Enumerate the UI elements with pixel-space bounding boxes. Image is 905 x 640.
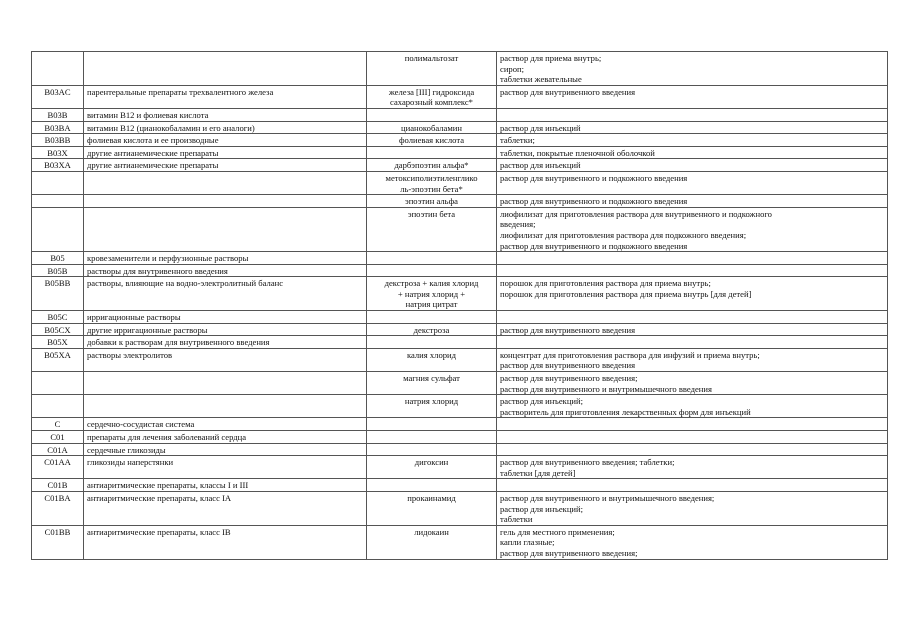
table-row — [32, 207, 888, 251]
table-row — [32, 323, 888, 336]
dosage-form-cell — [497, 52, 888, 86]
atc-group-name-cell: сердечные гликозиды — [84, 443, 367, 456]
atc-code-cell — [32, 207, 84, 251]
inn-line: эпоэтин бета — [407, 208, 456, 219]
table-row — [32, 491, 888, 525]
inn-cell — [367, 336, 497, 349]
atc-group-name-cell: кровезаменители и перфузионные растворы — [84, 252, 367, 265]
table-row — [32, 146, 888, 159]
inn-line: натрия цитрат — [405, 299, 458, 310]
table-row — [32, 159, 888, 172]
dosage-form-line: таблетки [для детей] — [500, 467, 576, 478]
inn-line: лидокаин — [414, 526, 449, 537]
inn-cell — [367, 443, 497, 456]
atc-code-cell: C — [32, 418, 84, 431]
dosage-form-line: сироп; — [500, 63, 524, 74]
table-row — [32, 277, 888, 311]
dosage-form-line: таблетки — [500, 514, 533, 525]
atc-code-cell: B05 — [32, 252, 84, 265]
atc-group-name-cell: сердечно-сосудистая система — [84, 418, 367, 431]
atc-group-name-cell: растворы, влияющие на водно-электролитный баланс — [84, 277, 367, 311]
dosage-form-line: растворитель для приготовления лекарственных форм для инъекций — [500, 406, 751, 417]
atc-group-name-cell — [84, 195, 367, 208]
atc-code-cell: B05XA — [32, 348, 84, 371]
inn-line: сахарозный комплекс* — [390, 97, 473, 108]
table-row — [32, 52, 888, 86]
inn-cell — [367, 52, 497, 86]
atc-group-name-cell: другие антианемические препараты — [84, 159, 367, 172]
inn-line: фолиевая кислота — [398, 135, 465, 146]
dosage-form-line: раствор для внутривенного введения — [500, 86, 636, 97]
atc-code-cell: C01BB — [32, 525, 84, 559]
inn-line: железа [III] гидроксида — [388, 86, 475, 97]
inn-cell — [367, 159, 497, 172]
atc-group-name-cell — [84, 171, 367, 194]
inn-line: прокаинамид — [407, 492, 456, 503]
atc-group-name-cell: другие антианемические препараты — [84, 146, 367, 159]
inn-line: декстроза — [413, 324, 450, 335]
dosage-form-line: раствор для инъекций — [500, 160, 581, 171]
dosage-form-cell — [497, 195, 888, 208]
atc-group-name-cell: другие ирригационные растворы — [84, 323, 367, 336]
dosage-form-cell — [497, 134, 888, 147]
dosage-form-line: таблетки жевательные — [500, 74, 582, 85]
inn-line: цианокобаламин — [401, 122, 462, 133]
dosage-form-line: таблетки, покрытые пленочной оболочкой — [500, 147, 655, 158]
inn-line: ль-эпоэтин бета* — [400, 183, 463, 194]
dosage-form-line: лиофилизат для приготовления раствора для подкожного введения; — [500, 229, 747, 240]
dosage-form-line: раствор для внутривенного и подкожного введения — [500, 196, 688, 207]
atc-code-cell: C01BA — [32, 491, 84, 525]
dosage-form-cell — [497, 491, 888, 525]
dosage-form-line: капли глазные; — [500, 537, 555, 548]
table-row — [32, 443, 888, 456]
table-row — [32, 348, 888, 371]
table-row — [32, 311, 888, 324]
atc-code-cell: B03B — [32, 108, 84, 121]
inn-cell — [367, 171, 497, 194]
inn-cell — [367, 395, 497, 418]
atc-group-name-cell: добавки к растворам для внутривенного введения — [84, 336, 367, 349]
dosage-form-cell — [497, 372, 888, 395]
dosage-form-line: раствор для внутривенного введения; таблетки; — [500, 457, 675, 468]
atc-group-name-cell — [84, 372, 367, 395]
atc-code-cell — [32, 195, 84, 208]
atc-code-cell: B05X — [32, 336, 84, 349]
inn-line: метоксиполиэтиленглико — [385, 172, 478, 183]
inn-cell — [367, 108, 497, 121]
atc-code-cell — [32, 395, 84, 418]
atc-group-name-cell: препараты для лечения заболеваний сердца — [84, 431, 367, 444]
inn-cell — [367, 456, 497, 479]
table-row — [32, 134, 888, 147]
inn-cell — [367, 207, 497, 251]
atc-code-cell: B03AC — [32, 85, 84, 108]
atc-group-name-cell: гликозиды наперстянки — [84, 456, 367, 479]
inn-cell — [367, 264, 497, 277]
inn-cell — [367, 323, 497, 336]
dosage-form-line: концентрат для приготовления раствора для инфузий и приема внутрь; — [500, 349, 760, 360]
atc-group-name-cell: ирригационные растворы — [84, 311, 367, 324]
inn-cell — [367, 525, 497, 559]
atc-code-cell: B03BA — [32, 121, 84, 134]
atc-group-name-cell: парентеральные препараты трехвалентного железа — [84, 85, 367, 108]
atc-code-cell: B03XA — [32, 159, 84, 172]
dosage-form-line: гель для местного применения; — [500, 526, 615, 537]
dosage-form-cell — [497, 431, 888, 444]
dosage-form-cell — [497, 159, 888, 172]
atc-group-name-cell: антиаритмические препараты, класс IA — [84, 491, 367, 525]
table-row — [32, 479, 888, 492]
atc-code-cell: C01 — [32, 431, 84, 444]
dosage-form-cell — [497, 311, 888, 324]
dosage-form-line: раствор для внутривенного и подкожного введения — [500, 240, 688, 251]
inn-cell — [367, 431, 497, 444]
dosage-form-cell — [497, 323, 888, 336]
dosage-form-cell — [497, 85, 888, 108]
dosage-form-line: раствор для внутривенного введения; — [500, 373, 638, 384]
dosage-form-cell — [497, 207, 888, 251]
atc-group-name-cell — [84, 207, 367, 251]
dosage-form-line: раствор для внутривенного введения; — [500, 547, 638, 558]
atc-code-cell: B05BB — [32, 277, 84, 311]
inn-cell — [367, 491, 497, 525]
inn-cell — [367, 348, 497, 371]
dosage-form-line: раствор для внутривенного введения — [500, 360, 636, 371]
table-row — [32, 372, 888, 395]
table-row — [32, 171, 888, 194]
dosage-form-cell — [497, 479, 888, 492]
atc-group-name-cell: антиаритмические препараты, классы I и III — [84, 479, 367, 492]
atc-group-name-cell — [84, 395, 367, 418]
dosage-form-cell — [497, 146, 888, 159]
dosage-form-cell — [497, 348, 888, 371]
dosage-form-line: раствор для инъекций; — [500, 503, 584, 514]
inn-line: дарбэпоэтин альфа* — [394, 160, 469, 171]
table-row — [32, 85, 888, 108]
table-row — [32, 336, 888, 349]
inn-line: магния сульфат — [403, 373, 460, 384]
inn-line: декстроза + калия хлорид — [384, 278, 479, 289]
inn-line: дигоксин — [414, 457, 449, 468]
inn-line: + натрия хлорид + — [397, 288, 466, 299]
inn-cell — [367, 195, 497, 208]
inn-cell — [367, 252, 497, 265]
dosage-form-cell — [497, 456, 888, 479]
dosage-form-line: порошок для приготовления раствора для приема внутрь [для детей] — [500, 288, 752, 299]
dosage-form-line: раствор для внутривенного и подкожного введения — [500, 172, 688, 183]
dosage-form-cell — [497, 525, 888, 559]
dosage-form-cell — [497, 121, 888, 134]
dosage-form-line: раствор для инъекций — [500, 122, 581, 133]
table-row — [32, 264, 888, 277]
atc-code-cell — [32, 52, 84, 86]
atc-code-cell: C01AA — [32, 456, 84, 479]
dosage-form-line: раствор для внутривенного и внутримышечного введения; — [500, 492, 715, 503]
table-row — [32, 431, 888, 444]
inn-cell — [367, 372, 497, 395]
inn-cell — [367, 479, 497, 492]
dosage-form-line: раствор для внутривенного и внутримышечного введения — [500, 383, 712, 394]
dosage-form-cell — [497, 443, 888, 456]
drug-list-table — [31, 51, 888, 560]
inn-cell — [367, 134, 497, 147]
atc-code-cell — [32, 372, 84, 395]
table-row — [32, 456, 888, 479]
dosage-form-cell — [497, 395, 888, 418]
atc-group-name-cell: витамин B12 и фолиевая кислота — [84, 108, 367, 121]
atc-code-cell: B05B — [32, 264, 84, 277]
atc-code-cell: C01A — [32, 443, 84, 456]
table-row — [32, 418, 888, 431]
table-row — [32, 252, 888, 265]
inn-line: натрия хлорид — [404, 396, 459, 407]
dosage-form-cell — [497, 418, 888, 431]
atc-code-cell: B05C — [32, 311, 84, 324]
dosage-form-cell — [497, 108, 888, 121]
inn-line: полимальтозат — [404, 53, 459, 63]
atc-group-name-cell: витамин B12 (цианокобаламин и его аналоги) — [84, 121, 367, 134]
dosage-form-line: лиофилизат для приготовления раствора для внутривенного и подкожного — [500, 208, 772, 219]
dosage-form-line: раствор для инъекций; — [500, 396, 584, 407]
atc-code-cell: B03X — [32, 146, 84, 159]
dosage-form-cell — [497, 252, 888, 265]
drug-list-body — [32, 52, 888, 560]
dosage-form-line: таблетки; — [500, 135, 535, 146]
inn-cell — [367, 85, 497, 108]
atc-group-name-cell: растворы для внутривенного введения — [84, 264, 367, 277]
dosage-form-line: раствор для приема внутрь; — [500, 53, 602, 63]
atc-code-cell: B03BB — [32, 134, 84, 147]
dosage-form-line: введения; — [500, 219, 536, 230]
inn-line: калия хлорид — [406, 349, 457, 360]
table-row — [32, 195, 888, 208]
atc-group-name-cell: фолиевая кислота и ее производные — [84, 134, 367, 147]
table-row — [32, 525, 888, 559]
inn-cell — [367, 311, 497, 324]
atc-group-name-cell: антиаритмические препараты, класс IB — [84, 525, 367, 559]
dosage-form-cell — [497, 264, 888, 277]
atc-code-cell — [32, 171, 84, 194]
atc-group-name-cell: растворы электролитов — [84, 348, 367, 371]
atc-group-name-cell — [84, 52, 367, 86]
atc-code-cell: C01B — [32, 479, 84, 492]
table-row — [32, 108, 888, 121]
dosage-form-line: раствор для внутривенного введения — [500, 324, 636, 335]
inn-line: эпоэтин альфа — [405, 196, 458, 207]
dosage-form-line: порошок для приготовления раствора для приема внутрь; — [500, 278, 711, 289]
table-row — [32, 121, 888, 134]
inn-cell — [367, 146, 497, 159]
dosage-form-cell — [497, 171, 888, 194]
dosage-form-cell — [497, 277, 888, 311]
dosage-form-cell — [497, 336, 888, 349]
inn-cell — [367, 121, 497, 134]
table-row — [32, 395, 888, 418]
inn-cell — [367, 277, 497, 311]
inn-cell — [367, 418, 497, 431]
atc-code-cell: B05CX — [32, 323, 84, 336]
